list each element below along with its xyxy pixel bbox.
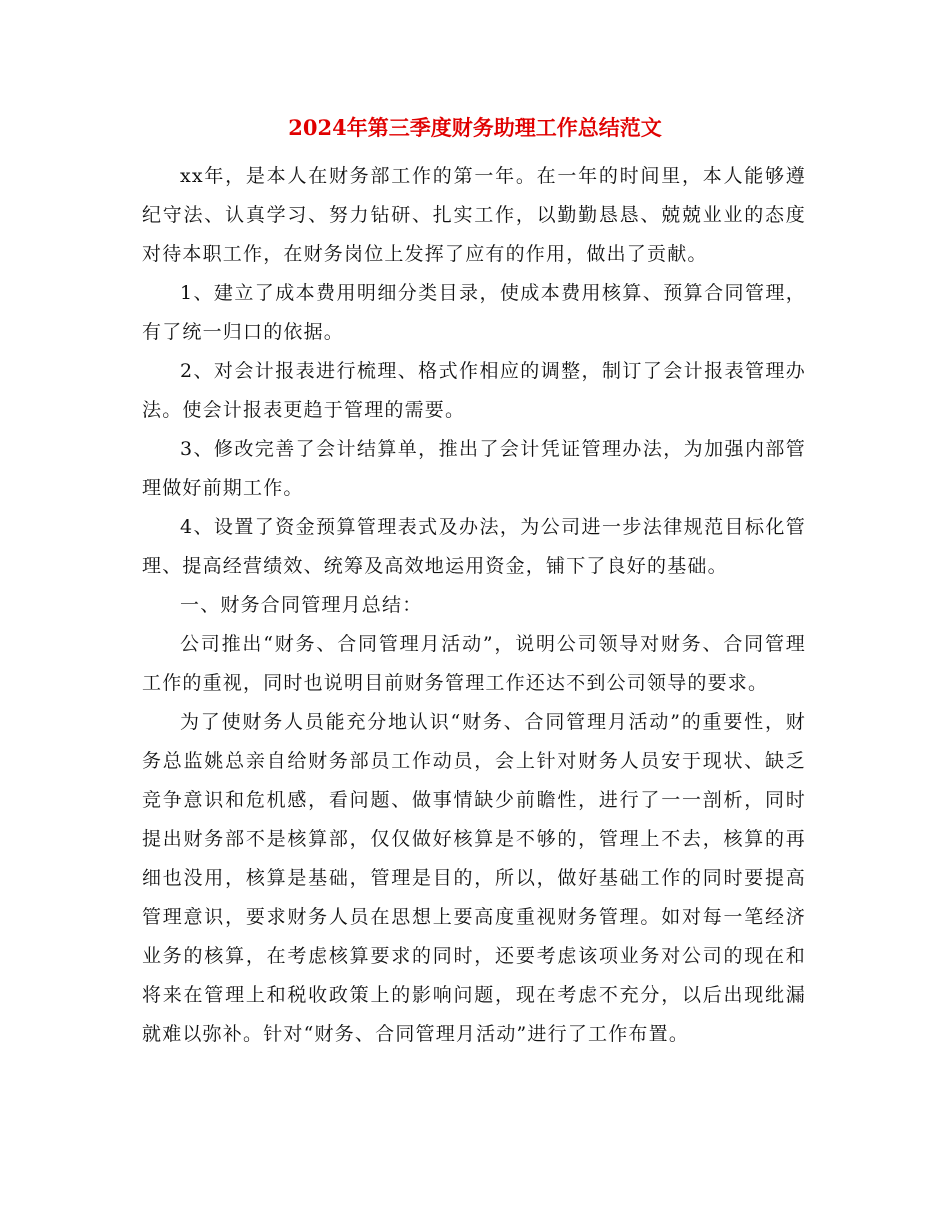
paragraph-item-1: 1、建立了成本费用明细分类目录，使成本费用核算、预算合同管理，有了统一归口的依据。	[142, 282, 806, 343]
paragraph-item-3: 3、修改完善了会计结算单，推出了会计凭证管理办法，为加强内部管理做好前期工作。	[142, 438, 806, 499]
paragraph-section-1-a: 公司推出“财务、合同管理月活动”，说明公司领导对财务、合同管理工作的重视，同时也说明目前财务管理工作还达不到公司领导的要求。	[142, 633, 806, 694]
section-heading-1: 一、财务合同管理月总结：	[180, 594, 423, 616]
paragraph-intro: xx年，是本人在财务部工作的第一年。在一年的时间里，本人能够遵纪守法、认真学习、努力钻研、扎实工作，以勤勤恳恳、兢兢业业的态度对待本职工作，在财务岗位上发挥了应有的作用，做出了贡献。	[142, 165, 806, 265]
paragraph-item-2: 2、对会计报表进行梳理、格式作相应的调整，制订了会计报表管理办法。使会计报表更趋于管理的需要。	[142, 360, 806, 421]
document-title: 2024年第三季度财务助理工作总结范文	[288, 115, 662, 140]
document-body	[142, 157, 806, 1054]
paragraph-section-1-b: 为了使财务人员能充分地认识“财务、合同管理月活动”的重要性，财务总监姚总亲自给财务部员工作动员，会上针对财务人员安于现状、缺乏竞争意识和危机感，看问题、做事情缺少前瞻性，进行了一一剖析，同时提出财务部不是核算部，仅仅做好核算是不够的，管理上不去，核算的再细也没用，核算是基础，管理是目的，所以，做好基础工作的同时要提高管理意识，要求财务人员在思想上要高度重视财务管理。如对每一笔经济业务的核算，在考虑核算要求的同时，还要考虑该项业务对公司的现在和将来在管理上和税收政策上的影响问题，现在考虑不充分，以后出现纰漏就难以弥补。针对“财务、合同管理月活动”进行了工作布置。	[142, 711, 806, 1045]
paragraph-item-4: 4、设置了资金预算管理表式及办法，为公司进一步法律规范目标化管理、提高经营绩效、统筹及高效地运用资金，铺下了良好的基础。	[142, 516, 806, 577]
